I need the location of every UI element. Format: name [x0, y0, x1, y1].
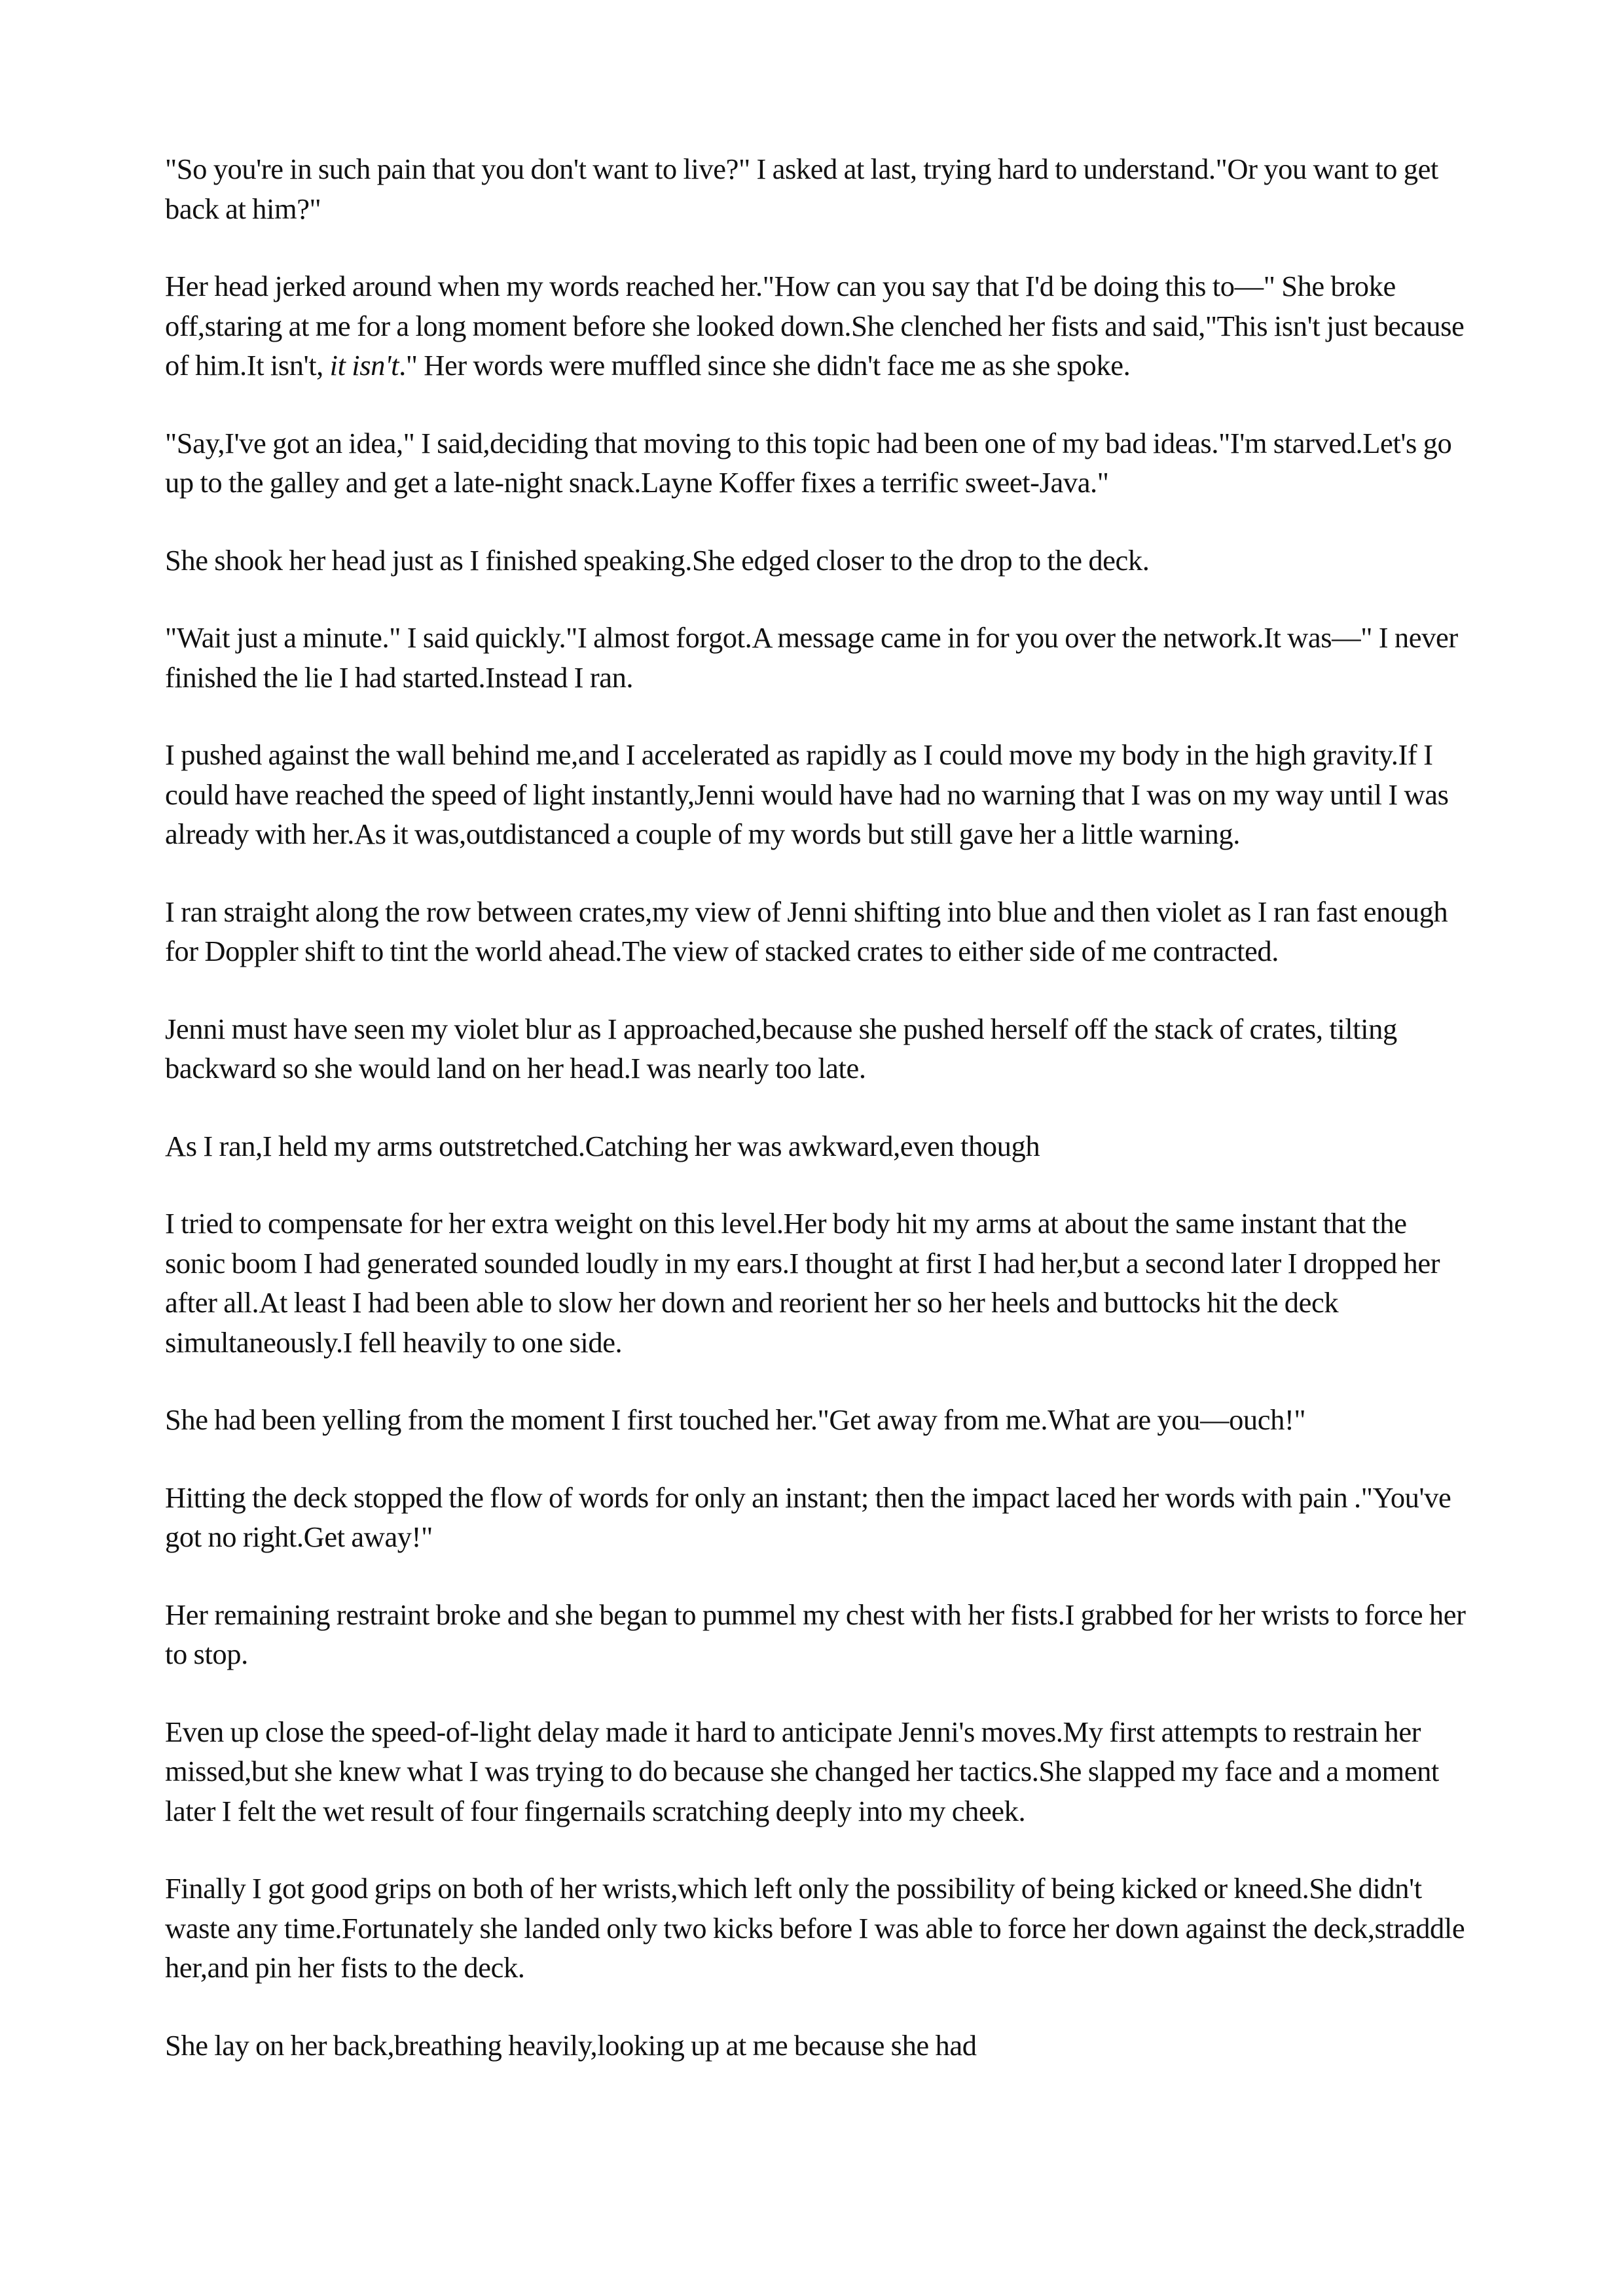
- paragraph-2: [165, 266, 1468, 386]
- body-text: [165, 149, 1468, 2103]
- paragraph-14: Even up close the speed-of-light delay made it hard to anticipate Jenni's moves.My first attempts to restrain her missed,but she knew what I was trying to do because she changed her tactics.She slapped my face and a moment later I felt the wet result of four fingernails scratching deeply into my cheek.: [165, 1715, 1439, 1827]
- paragraph-6: I pushed against the wall behind me,and I accelerated as rapidly as I could move my body in the high gravity.If I could have reached the speed of light instantly,Jenni would have had no warning that I was on my way until I was already with her.As it was,outdistanced a couple of my words but still gave her a little warning.: [165, 738, 1449, 850]
- paragraph-2-emphasis: it isn't: [329, 349, 399, 382]
- paragraph-11: She had been yelling from the moment I first touched her."Get away from me.What are you—ouch!": [165, 1403, 1306, 1436]
- paragraph-13: Her remaining restraint broke and she began to pummel my chest with her fists.I grabbed for her wrists to force her to stop.: [165, 1598, 1466, 1670]
- paragraph-2-text: Her head jerked around when my words reached her."How can you say that I'd be doing this to—" She broke off,staring at me for a long moment before she looked down.She clenched her fists and said,"This isn't just because of him.It isn't,: [165, 270, 1465, 382]
- paragraph-4: She shook her head just as I finished speaking.She edged closer to the drop to the deck.: [165, 543, 1150, 577]
- paragraph-16: She lay on her back,breathing heavily,looking up at me because she had: [165, 2028, 977, 2062]
- paragraph-5: "Wait just a minute." I said quickly."I almost forgot.A message came in for you over the network.It was—" I never finished the lie I had started.Instead I ran.: [165, 621, 1458, 694]
- paragraph-15: Finally I got good grips on both of her wrists,which left only the possibility of being kicked or kneed.She didn't waste any time.Fortunately she landed only two kicks before I was able to force her down against the deck,straddle her,and pin her fists to the deck.: [165, 1872, 1465, 1984]
- paragraph-2-text-end: ." Her words were muffled since she didn't face me as she spoke.: [399, 349, 1131, 382]
- paragraph-8: Jenni must have seen my violet blur as I approached,because she pushed herself off the stack of crates, tilting backward so she would land on her head.I was nearly too late.: [165, 1012, 1397, 1085]
- paragraph-1: "So you're in such pain that you don't want to live?" I asked at last, trying hard to understand."Or you want to get back at him?": [165, 152, 1438, 225]
- paragraph-10: I tried to compensate for her extra weight on this level.Her body hit my arms at about the same instant that the sonic boom I had generated sounded loudly in my ears.I thought at first I had her,but a second later I dropped her after all.At least I had been able to slow her down and reorient her so her heels and buttocks hit the deck simultaneously.I fell heavily to one side.: [165, 1207, 1440, 1359]
- paragraph-12: Hitting the deck stopped the flow of words for only an instant; then the impact laced her words with pain ."You've got no right.Get away!": [165, 1480, 1451, 1553]
- paragraph-7: I ran straight along the row between crates,my view of Jenni shifting into blue and then violet as I ran fast enough for Doppler shift to tint the world ahead.The view of stacked crates to either side of me contracted.: [165, 895, 1448, 967]
- paragraph-9: As I ran,I held my arms outstretched.Catching her was awkward,even though: [165, 1129, 1040, 1162]
- paragraph-3: "Say,I've got an idea," I said,deciding that moving to this topic had been one of my bad ideas."I'm starved.Let's go up to the galley and get a late-night snack.Layne Koffer fixes a terrific sweet-Java.": [165, 426, 1452, 499]
